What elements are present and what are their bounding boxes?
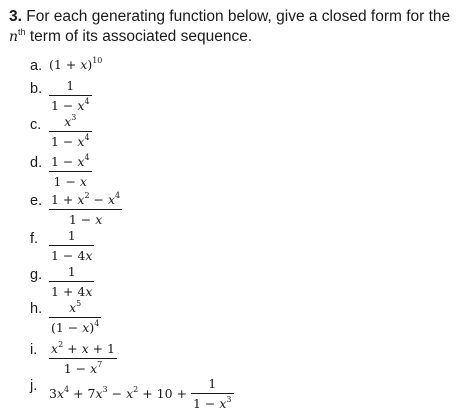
item-label: c. <box>30 117 42 133</box>
item-label: j. <box>30 378 38 394</box>
problem-superscript: th <box>18 27 26 37</box>
expression-i: $\frac{x^2 + x + 1}{1 - x^7}$ <box>51 340 116 376</box>
expression-h: $\frac{x^5}{(1 - x)^4}$ <box>51 299 100 335</box>
expression-j: $3x^4 + 7x^3 - x^2 + 10$ + $\frac{1}{1 - x^3}$ <box>49 376 232 411</box>
problem-text-before: For each generating function below, give a closed form for the <box>26 8 451 25</box>
expression-a: $(1 + x)^{10}$ <box>49 56 103 72</box>
item-label: f. <box>30 231 39 247</box>
item-label: d. <box>30 155 43 171</box>
item-label: b. <box>30 81 43 97</box>
item-label: g. <box>30 267 43 283</box>
problem-number: 3. <box>9 8 22 25</box>
problem-n-symbol: n <box>9 29 19 45</box>
expression-f: $\frac{1}{1 - 4x}$ <box>51 228 93 263</box>
item-label: i. <box>30 342 38 358</box>
expression-d: $\frac{1 - x^4}{1 - x}$ <box>51 153 90 189</box>
problem-statement <box>9 7 467 47</box>
expression-b: $\frac{1}{1 - x^4}$ <box>51 78 90 113</box>
item-label: h. <box>30 301 43 317</box>
problem-text-after: term of its associated sequence. <box>29 28 253 45</box>
expression-c: $\frac{x^3}{1 - x^4}$ <box>51 113 90 149</box>
expression-e: $\frac{1 + x^2 - x^4}{1 - x}$ <box>51 191 121 227</box>
item-label: a. <box>30 58 43 74</box>
expression-g: $\frac{1}{1 + 4x}$ <box>51 264 93 299</box>
item-label: e. <box>30 193 43 209</box>
